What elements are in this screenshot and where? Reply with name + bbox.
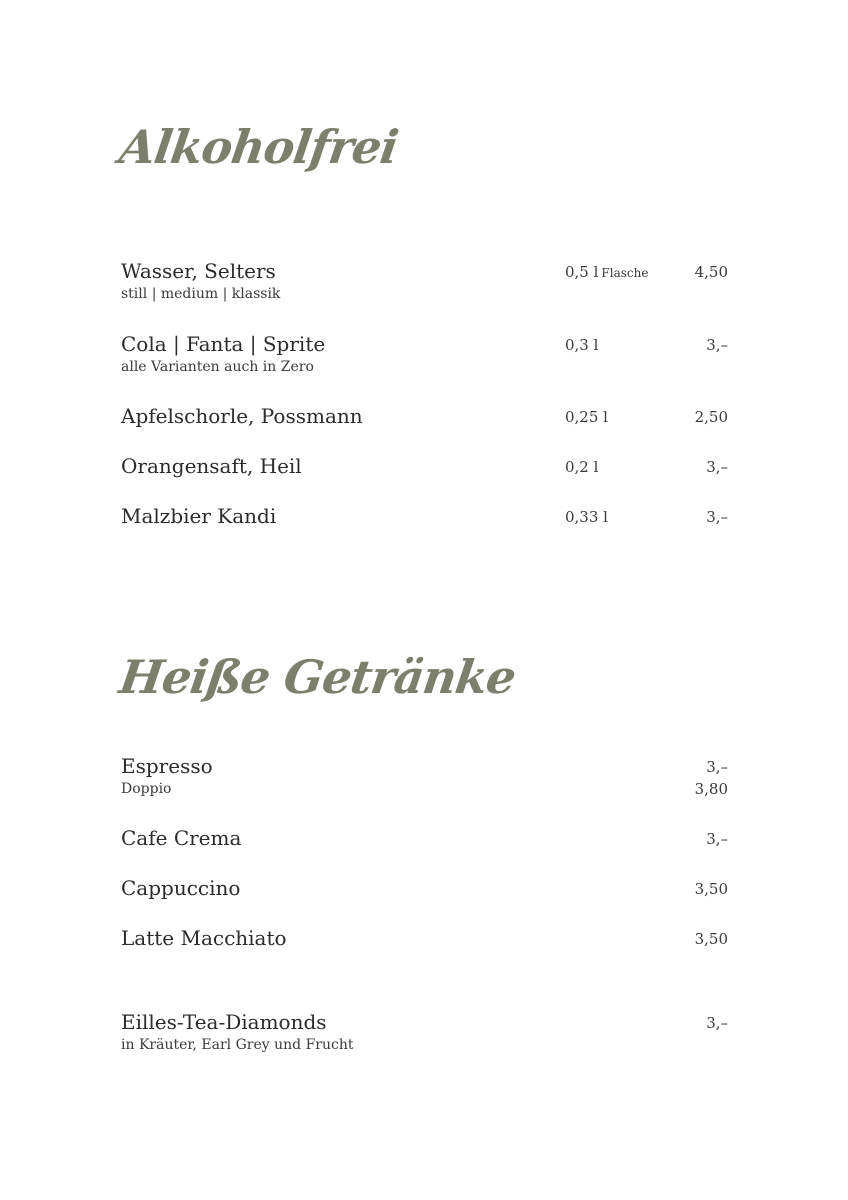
item-volume-value: 0,33 l — [565, 508, 608, 526]
item-price: 3,– — [706, 830, 728, 848]
item-price: 3,– — [706, 758, 728, 776]
item-volume-value: 0,25 l — [565, 408, 608, 426]
menu-item-cafe-crema — [121, 826, 728, 870]
item-description: Doppio — [121, 781, 172, 797]
item-volume-value: 0,5 l — [565, 263, 599, 281]
menu-item-apfelschorle — [121, 404, 728, 448]
item-name: Cafe Crema — [121, 826, 242, 850]
item-description: alle Varianten auch in Zero — [121, 359, 314, 375]
item-name: Eilles-Tea-Diamonds — [121, 1010, 327, 1034]
item-name: Latte Macchiato — [121, 926, 287, 950]
item-name: Espresso — [121, 754, 213, 778]
item-price: 3,– — [706, 1014, 728, 1032]
item-price-doppio: 3,80 — [694, 780, 728, 798]
item-name: Malzbier Kandi — [121, 504, 277, 528]
item-name: Cappuccino — [121, 876, 241, 900]
section-title-alkoholfrei: Alkoholfrei — [116, 120, 401, 174]
menu-item-cola — [121, 332, 728, 376]
item-name: Apfelschorle, Possmann — [121, 404, 363, 428]
item-name: Wasser, Selters — [121, 259, 276, 283]
item-volume-value: 0,3 l — [565, 336, 599, 354]
menu-item-malzbier — [121, 504, 728, 548]
item-description: still | medium | klassik — [121, 286, 281, 302]
menu-item-cappuccino — [121, 876, 728, 920]
menu-item-latte-macchiato — [121, 926, 728, 970]
section-title-heisse-getraenke: Heiße Getränke — [116, 650, 519, 704]
item-price: 3,50 — [694, 930, 728, 948]
item-volume — [565, 263, 648, 282]
item-volume — [565, 336, 598, 354]
item-volume — [565, 408, 608, 426]
item-price: 4,50 — [694, 263, 728, 281]
item-name: Orangensaft, Heil — [121, 454, 302, 478]
menu-item-orangensaft — [121, 454, 728, 498]
item-price: 2,50 — [694, 408, 728, 426]
item-price: 3,– — [706, 336, 728, 354]
item-name: Cola | Fanta | Sprite — [121, 332, 326, 356]
item-volume — [565, 458, 598, 476]
item-description: in Kräuter, Earl Grey und Frucht — [121, 1037, 354, 1053]
menu-item-wasser — [121, 259, 728, 303]
menu-item-tea-diamonds — [121, 1010, 728, 1054]
item-volume-value: 0,2 l — [565, 458, 599, 476]
item-volume-note: Flasche — [601, 266, 649, 280]
item-volume — [565, 508, 608, 526]
item-price: 3,50 — [694, 880, 728, 898]
menu-item-espresso — [121, 754, 728, 798]
item-price: 3,– — [706, 508, 728, 526]
item-price: 3,– — [706, 458, 728, 476]
